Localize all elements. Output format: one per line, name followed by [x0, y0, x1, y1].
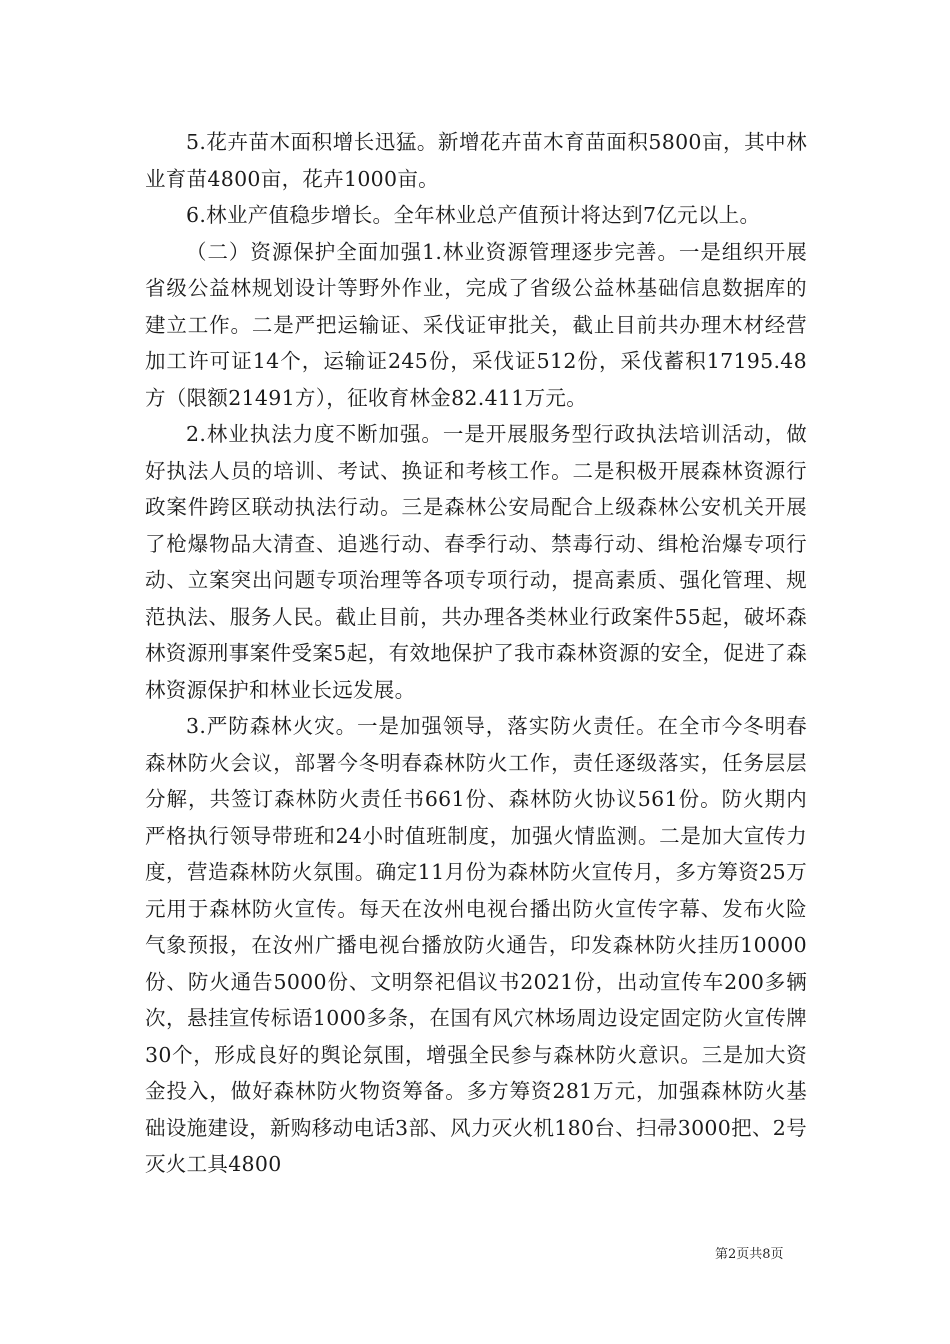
page-number-footer: 第2页共8页 — [715, 1247, 784, 1262]
paragraph-flower-seedlings: 5.花卉苗木面积增长迅猛。新增花卉苗木育苗面积5800亩，其中林业育苗4800亩，花卉1000亩。 — [145, 130, 807, 191]
document-body — [145, 124, 807, 1183]
paragraph-resource-protection: （二）资源保护全面加强1.林业资源管理逐步完善。一是组织开展省级公益林规划设计等野外作业，完成了省级公益林基础信息数据库的建立工作。二是严把运输证、采伐证审批关，截止目前共办理木材经营加工许可证14个，运输证245份，采伐证512份，采伐蓄积17195.48方（限额21491方），征收育林金82.411万元。 — [145, 239, 807, 410]
paragraph-forestry-output: 6.林业产值稳步增长。全年林业总产值预计将达到7亿元以上。 — [186, 203, 761, 227]
paragraph-fire-prevention: 3.严防森林火灾。一是加强领导，落实防火责任。在全市今冬明春森林防火会议，部署今冬明春森林防火工作，责任逐级落实，任务层层分解，共签订森林防火责任书661份、森林防火协议561份。防火期内严格执行领导带班和24小时值班制度，加强火情监测。二是加大宣传力度，营造森林防火氛围。确定11月份为森林防火宣传月，多方筹资25万元用于森林防火宣传。每天在汝州电视台播出防火宣传字幕、发布火险气象预报，在汝州广播电视台播放防火通告，印发森林防火挂历10000份、防火通告5000份、文明祭祀倡议书2021份，出动宣传车200多辆次，悬挂宣传标语1000多条，在国有风穴林场周边设定固定防火宣传牌30个，形成良好的舆论氛围，增强全民参与森林防火意识。三是加大资金投入，做好森林防火物资筹备。多方筹资281万元，加强森林防火基础设施建设，新购移动电话3部、风力灭火机180台、扫帚3000把、2号灭火工具4800 — [145, 714, 807, 1176]
paragraph-law-enforcement: 2.林业执法力度不断加强。一是开展服务型行政执法培训活动，做好执法人员的培训、考试、换证和考核工作。二是积极开展森林资源行政案件跨区联动执法行动。三是森林公安局配合上级森林公安机关开展了枪爆物品大清查、追逃行动、春季行动、禁毒行动、缉枪治爆专项行动、立案突出问题专项治理等各项专项行动，提高素质、强化管理、规范执法、服务人民。截止目前，共办理各类林业行政案件55起，破坏森林资源刑事案件受案5起，有效地保护了我市森林资源的安全，促进了森林资源保护和林业长远发展。 — [145, 422, 807, 702]
